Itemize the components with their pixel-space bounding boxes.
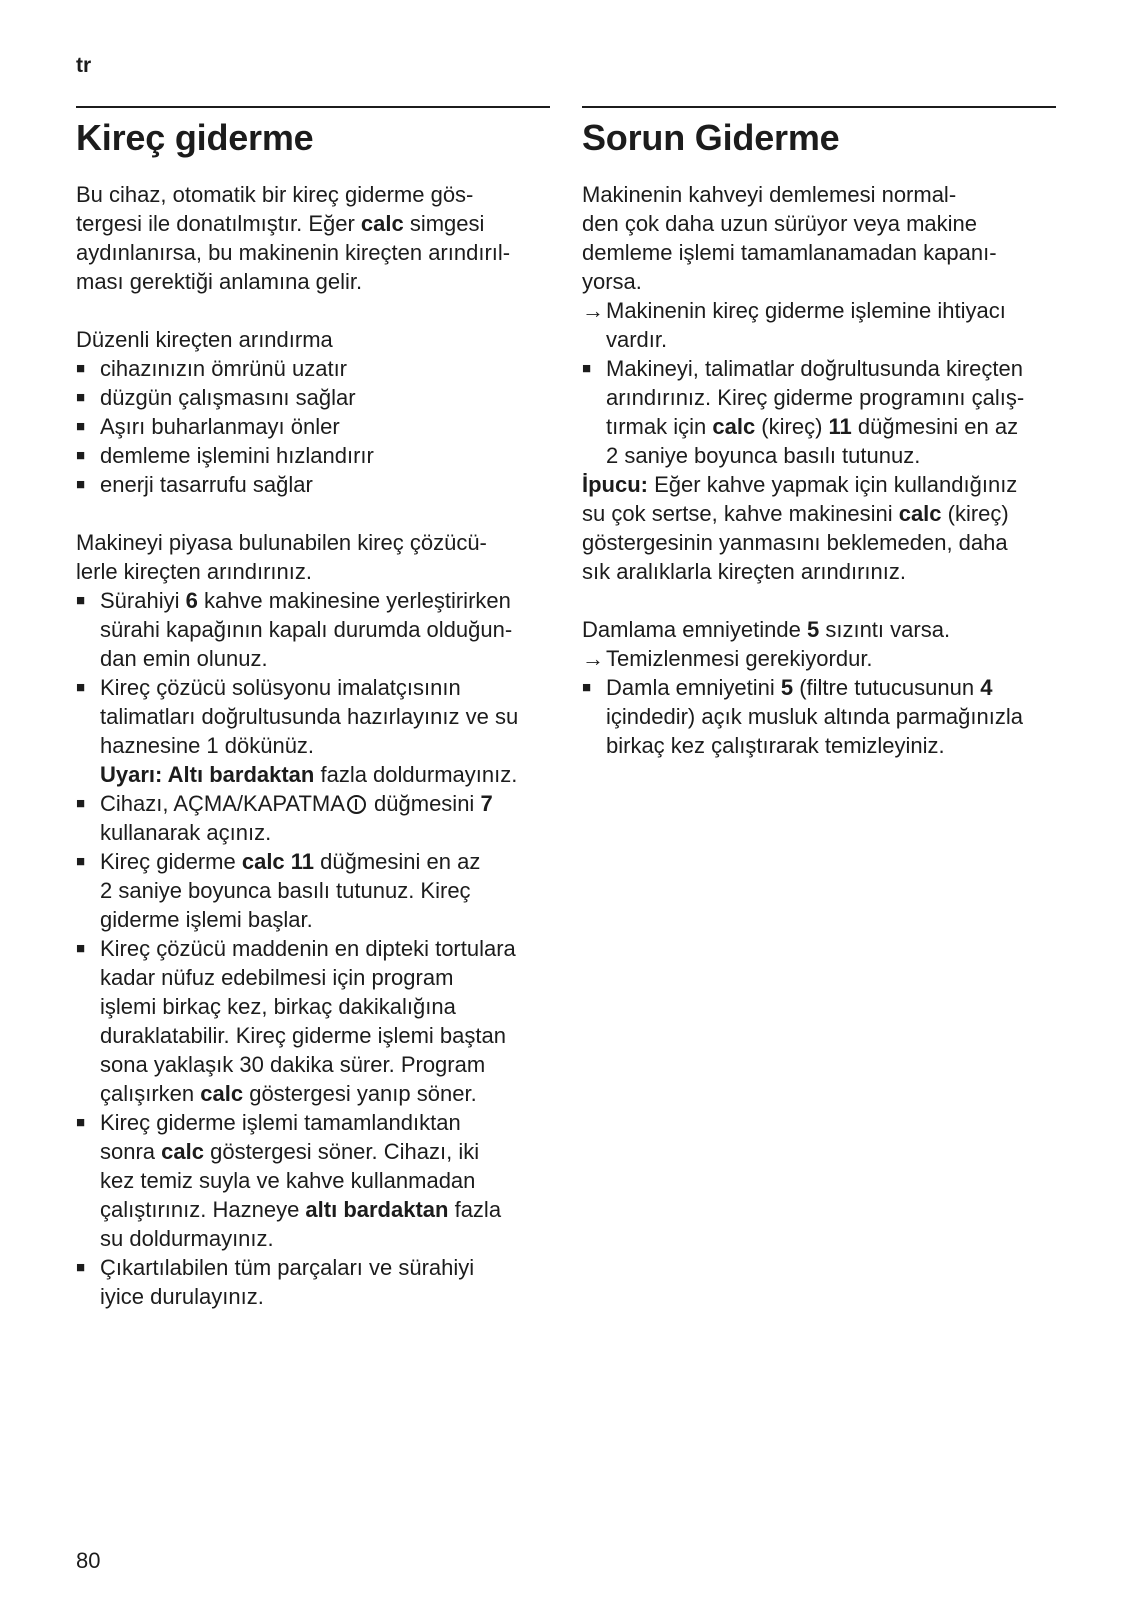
problem-paragraph: Makinenin kahveyi demlemesi normal- den çok daha uzun sürüyor veya makine demleme işlemi tamamlanamadan kapanı- yorsa. (582, 182, 997, 294)
step-item: ■ Çıkartılabilen tüm parçaları ve sürahiyi iyice durulayınız. (76, 1253, 550, 1311)
list-item: ■ cihazınızın ömrünü uzatır (76, 354, 550, 383)
intro-paragraph: Bu cihaz, otomatik bir kireç giderme gös- tergesi ile donatılmıştır. Eğer calc simgesi aydınlanırsa, bu makinenin kireçten arındırıl- ması gerektiği anlamına gelir. (76, 182, 511, 294)
section-divider (582, 106, 1056, 108)
step-item: ■ Sürahiyi 6 kahve makinesine yerleştirirken sürahi kapağının kapalı durumda olduğun- dan emin olunuz. (76, 586, 550, 673)
cause-item: → Makinenin kireç giderme işlemine ihtiyacı vardır. (582, 296, 1056, 354)
list-item: ■ demleme işlemini hızlandırır (76, 441, 550, 470)
step-item: ■ Kireç çözücü maddenin en dipteki tortulara kadar nüfuz edebilmesi için program işlemi birkaç kez, birkaç dakikalığına duraklatabilir. Kireç giderme işlemi baştan sona yaklaşık 30 dakika sürer. Program çalışırken calc göstergesi yanıp söner. (76, 934, 550, 1108)
tip-paragraph: İpucu: Eğer kahve yapmak için kullandığınız su çok sertse, kahve makinesini calc (kireç) göstergesinin yanmasını beklemeden, daha sık aralıklarla kireçten arındırınız. (582, 472, 1018, 584)
step-item: ■ Kireç giderme calc 11 düğmesini en az 2 saniye boyunca basılı tutunuz. Kireç giderme işlemi başlar. (76, 847, 550, 934)
solution-item: ■ Damla emniyetini 5 (filtre tutucusunun 4 içindedir) açık musluk altında parmağınızla birkaç kez çalıştırarak temizleyiniz. (582, 673, 1056, 760)
section-divider (76, 106, 550, 108)
page-number: 80 (76, 1548, 101, 1573)
section-title: Kireç giderme (76, 117, 314, 158)
benefits-intro: Düzenli kireçten arındırma (76, 327, 333, 352)
step-item: ■ Kireç giderme işlemi tamamlandıktan sonra calc göstergesi söner. Cihazı, iki kez temiz suyla ve kahve kullanmadan çalıştırınız. Hazneye altı bardaktan fazla su doldurmayınız. (76, 1108, 550, 1253)
descaling-section (76, 106, 550, 1311)
problem-paragraph: Damlama emniyetinde 5 sızıntı varsa. (582, 617, 951, 642)
list-item: ■ Aşırı buharlanmayı önler (76, 412, 550, 441)
warning-note: Uyarı: Altı bardaktan fazla doldurmayınız. (100, 762, 518, 787)
solution-item: ■ Makineyi, talimatlar doğrultusunda kireçten arındırınız. Kireç giderme programını çalış- tırmak için calc (kireç) 11 düğmesini en az 2 saniye boyunca basılı tutunuz. (582, 354, 1056, 470)
troubleshooting-section (582, 106, 1056, 760)
steps-intro: Makineyi piyasa bulunabilen kireç çözücü- lerle kireçten arındırınız. (76, 530, 487, 584)
language-tag: tr (76, 54, 92, 77)
step-item: ■ Cihazı, AÇMA/KAPATMA düğmesini 7 kullanarak açınız. (76, 789, 550, 847)
list-item: ■ düzgün çalışmasını sağlar (76, 383, 550, 412)
cause-item: → Temizlenmesi gerekiyordur. (582, 644, 1056, 673)
list-item: ■ enerji tasarrufu sağlar (76, 470, 550, 499)
power-icon (347, 795, 366, 814)
step-item: ■ Kireç çözücü solüsyonu imalatçısının talimatları doğrultusunda hazırlayınız ve su haznesine 1 dökünüz. Uyarı: Altı bardaktan fazla doldurmayınız. (76, 673, 550, 789)
section-title: Sorun Giderme (582, 117, 840, 158)
